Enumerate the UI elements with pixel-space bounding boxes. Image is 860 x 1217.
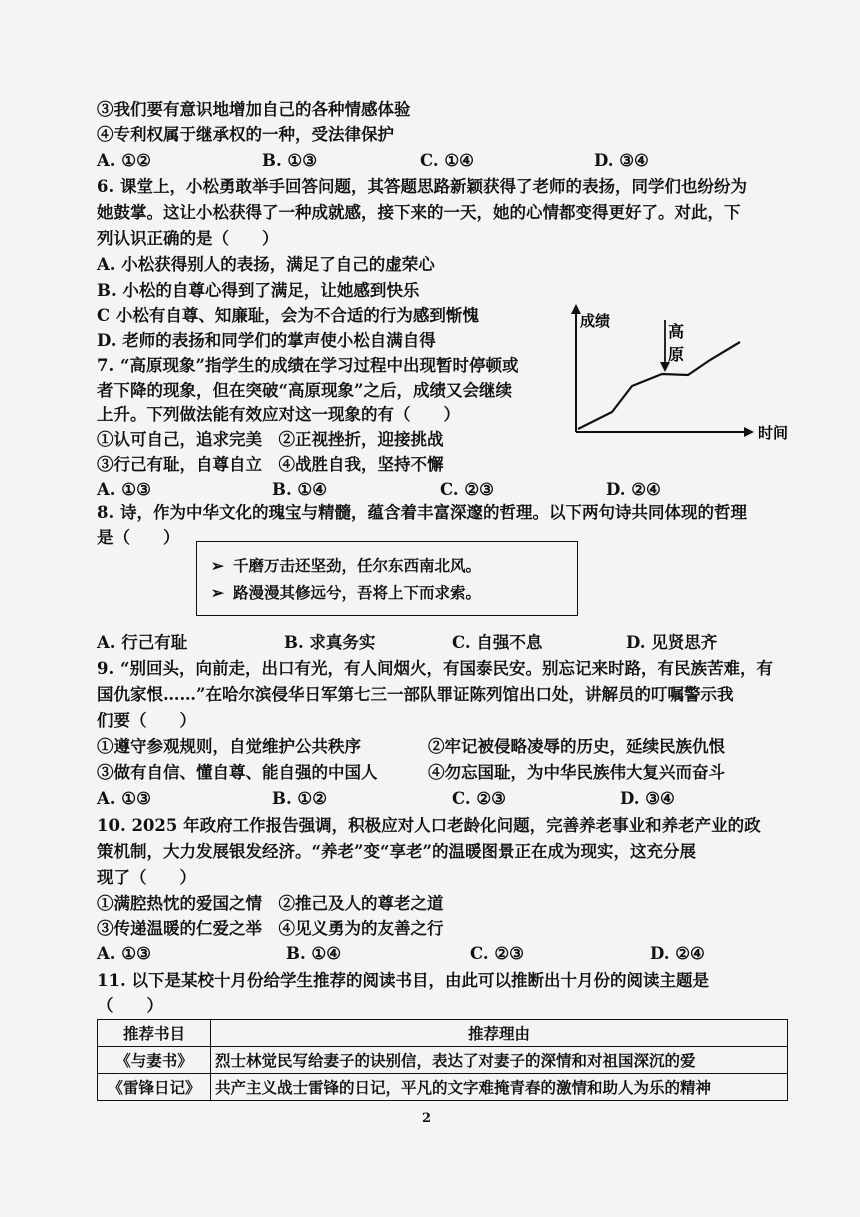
q7-stem-line-2: 者下降的现象，但在突破“高原现象”之后，成绩又会继续 xyxy=(97,381,512,400)
q5-item-4: ④专利权属于继承权的一种，受法律保护 xyxy=(97,125,394,144)
q10-items-line-1: ①满腔热忱的爱国之情 ②推己及人的尊老之道 xyxy=(97,894,444,913)
q7-stem-line-3: 上升。下列做法能有效应对这一现象的有（ ） xyxy=(97,405,460,424)
q10-items-line-2: ③传递温暖的仁爱之举 ④见义勇为的友善之行 xyxy=(97,919,444,938)
q9-stem-line-2: 国仇家恨……”在哈尔滨侵华日军第七三一部队罪证陈列馆出口处，讲解员的叮嘱警示我 xyxy=(97,685,734,704)
q7-option-b: B. ①④ xyxy=(272,480,328,499)
q6-option-c: C 小松有自尊、知廉耻，会为不合适的行为感到惭愧 xyxy=(97,306,479,325)
q6-stem-line-3: 列认识正确的是（ ） xyxy=(97,229,279,248)
q7-items-line-1: ①认可自己，追求完美 ②正视挫折，迎接挑战 xyxy=(97,430,444,449)
q5-option-b: B. ①③ xyxy=(262,151,318,170)
q11-stem-line-1: 11. 以下是某校十月份给学生推荐的阅读书目，由此可以推断出十月份的阅读主题是 xyxy=(97,971,709,990)
q10-stem-line-2: 策机制，大力发展银发经济。“养老”变“享老”的温暖图景正在成为现实，这充分展 xyxy=(97,842,696,861)
q11-stem-line-2: （ ） xyxy=(97,996,163,1015)
table-cell: 共产主义战士雷锋的日记，平凡的文字难掩青春的激情和助人为乐的精神 xyxy=(211,1074,788,1101)
q6-stem-line-2: 她鼓掌。这让小松获得了一种成就感，接下来的一天，她的心情都变得更好了。对此，下 xyxy=(97,203,741,222)
page-number: 2 xyxy=(422,1111,432,1126)
chart-x-label: 时间 xyxy=(758,424,789,440)
q5-option-c: C. ①④ xyxy=(420,151,474,170)
q9-item-3: ③做有自信、懂自尊、能自强的中国人 xyxy=(97,763,378,782)
q8-option-c: C. 自强不息 xyxy=(452,633,543,652)
q6-option-a: A. 小松获得别人的表扬，满足了自己的虚荣心 xyxy=(97,255,435,274)
arrow-bullet-icon: ➢ xyxy=(211,556,224,575)
q5-item-3: ③我们要有意识地增加自己的各种情感体验 xyxy=(97,100,411,119)
q9-item-4: ④勿忘国耻，为中华民族伟大复兴而奋斗 xyxy=(428,763,725,782)
q10-stem-line-1: 10. 2025 年政府工作报告强调，积极应对人口老龄化问题，完善养老事业和养老产业的政 xyxy=(97,816,761,835)
plateau-label-2: 原 xyxy=(668,345,685,364)
chart-y-label: 成绩 xyxy=(580,312,611,330)
q5-option-a: A. ①② xyxy=(97,151,151,170)
q9-item-1: ①遵守参观规则，自觉维护公共秩序 xyxy=(97,737,361,756)
table-cell: 《与妻书》 xyxy=(98,1047,211,1074)
poem-line-2: ➢ 路漫漫其修远兮，吾将上下而求索。 xyxy=(211,583,482,602)
q9-stem-line-1: 9. “别回头，向前走，出口有光，有人间烟火，有国泰民安。别忘记来时路，有民族苦难，有 xyxy=(97,659,773,678)
q6-stem-line-1: 6. 课堂上，小松勇敢举手回答问题，其答题思路新颖获得了老师的表扬，同学们也纷纷为 xyxy=(97,177,747,196)
arrow-bullet-icon: ➢ xyxy=(211,583,224,602)
table-header-cell: 推荐书目 xyxy=(98,1020,211,1047)
plateau-chart xyxy=(568,300,793,440)
q8-option-d: D. 见贤思齐 xyxy=(626,633,718,652)
plateau-label-1: 高 xyxy=(668,322,685,341)
q6-option-d: D. 老师的表扬和同学们的掌声使小松自满自得 xyxy=(97,331,436,350)
poem-line-1: ➢ 千磨万击还坚劲，任尔东西南北风。 xyxy=(211,556,482,575)
table-row xyxy=(98,1047,788,1074)
q10-option-d: D. ②④ xyxy=(650,944,705,963)
q7-option-a: A. ①③ xyxy=(97,480,151,499)
q10-option-a: A. ①③ xyxy=(97,944,151,963)
x-axis-arrow xyxy=(744,427,754,437)
q10-option-c: C. ②③ xyxy=(470,944,524,963)
q9-option-a: A. ①③ xyxy=(97,789,151,808)
q8-stem-line-1: 8. 诗，作为中华文化的瑰宝与精髓，蕴含着丰富深邃的哲理。以下两句诗共同体现的哲理 xyxy=(97,503,747,522)
table-row xyxy=(98,1074,788,1101)
q9-item-2: ②牢记被侵略凌辱的历史，延续民族仇恨 xyxy=(428,737,725,756)
q8-option-b: B. 求真务实 xyxy=(284,633,376,652)
q9-stem-line-3: 们要（ ） xyxy=(97,711,196,730)
q10-option-b: B. ①④ xyxy=(286,944,342,963)
table-header-cell: 推荐理由 xyxy=(211,1020,788,1047)
q10-stem-line-3: 现了（ ） xyxy=(97,868,196,887)
table-cell: 烈士林觉民写给妻子的诀别信，表达了对妻子的深情和对祖国深沉的爱 xyxy=(211,1047,788,1074)
q9-option-c: C. ②③ xyxy=(452,789,506,808)
q9-option-d: D. ③④ xyxy=(620,789,675,808)
reading-list-table xyxy=(97,1019,788,1101)
poem-box xyxy=(196,541,578,616)
q8-option-a: A. 行己有耻 xyxy=(97,633,188,652)
table-header-row xyxy=(98,1020,788,1047)
score-curve xyxy=(578,342,740,429)
q9-option-b: B. ①② xyxy=(272,789,328,808)
q8-stem-line-2: 是（ ） xyxy=(97,528,180,547)
q6-option-b: B. 小松的自尊心得到了满足，让她感到快乐 xyxy=(97,281,420,300)
q7-items-line-2: ③行己有耻，自尊自立 ④战胜自我，坚持不懈 xyxy=(97,455,444,474)
table-cell: 《雷锋日记》 xyxy=(98,1074,211,1101)
q5-option-d: D. ③④ xyxy=(594,151,649,170)
q7-option-c: C. ②③ xyxy=(440,480,494,499)
q7-stem-line-1: 7. “高原现象”指学生的成绩在学习过程中出现暂时停顿或 xyxy=(97,356,519,375)
q7-option-d: D. ②④ xyxy=(606,480,661,499)
